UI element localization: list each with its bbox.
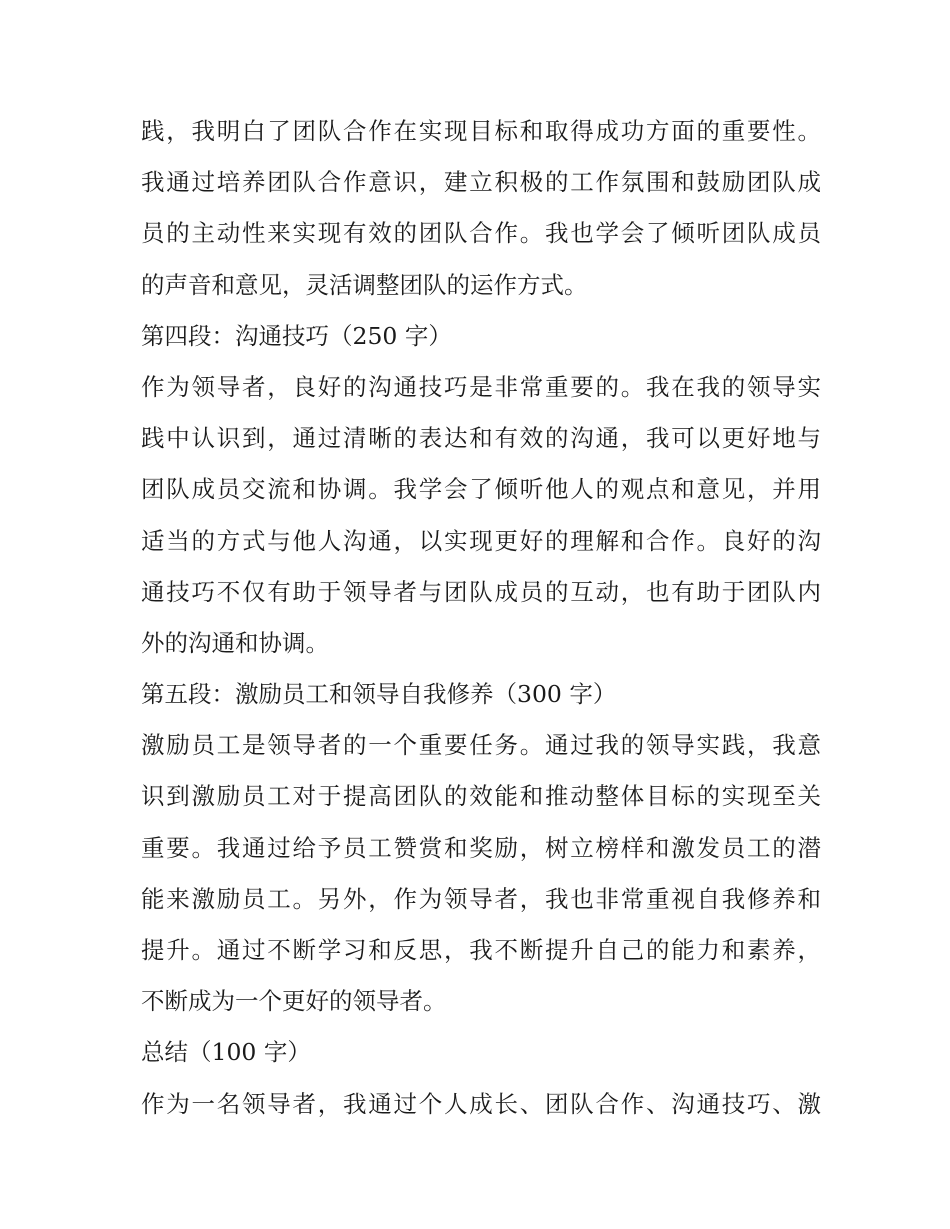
paragraph-line: 作为一名领导者，我通过个人成长、团队合作、沟通技巧、激 (141, 1089, 821, 1118)
paragraph-line: 识到激励员工对于提高团队的效能和推动整体目标的实现至关 (141, 782, 821, 811)
paragraph-line: 外的沟通和协调。 (141, 628, 329, 657)
paragraph-line: 作为领导者，良好的沟通技巧是非常重要的。我在我的领导实 (141, 372, 821, 401)
paragraph-line: 不断成为一个更好的领导者。 (141, 987, 447, 1016)
paragraph-line: 我通过培养团队合作意识，建立积极的工作氛围和鼓励团队成 (141, 168, 821, 197)
paragraph-line: 激励员工是领导者的一个重要任务。通过我的领导实践，我意 (141, 731, 821, 760)
section-heading: 第四段：沟通技巧（250 字） (141, 321, 452, 350)
paragraph-line: 能来激励员工。另外，作为领导者，我也非常重视自我修养和 (141, 884, 821, 913)
section-heading: 第五段：激励员工和领导自我修养（300 字） (141, 680, 617, 709)
paragraph-line: 适当的方式与他人沟通，以实现更好的理解和合作。良好的沟 (141, 526, 821, 555)
paragraph-line: 提升。通过不断学习和反思，我不断提升自己的能力和素养， (141, 936, 821, 964)
paragraph-line: 团队成员交流和协调。我学会了倾听他人的观点和意见，并用 (141, 475, 821, 504)
paragraph-line: 践，我明白了团队合作在实现目标和取得成功方面的重要性。 (141, 117, 821, 145)
section-heading: 总结（100 字） (141, 1038, 311, 1067)
paragraph-line: 通技巧不仅有助于领导者与团队成员的互动，也有助于团队内 (141, 577, 821, 606)
document-body (141, 106, 821, 1130)
paragraph-line: 践中认识到，通过清晰的表达和有效的沟通，我可以更好地与 (141, 424, 821, 453)
paragraph-line: 重要。我通过给予员工赞赏和奖励，树立榜样和激发员工的潜 (141, 833, 821, 862)
paragraph-line: 员的主动性来实现有效的团队合作。我也学会了倾听团队成员 (141, 219, 821, 248)
paragraph-line: 的声音和意见，灵活调整团队的运作方式。 (141, 270, 588, 299)
